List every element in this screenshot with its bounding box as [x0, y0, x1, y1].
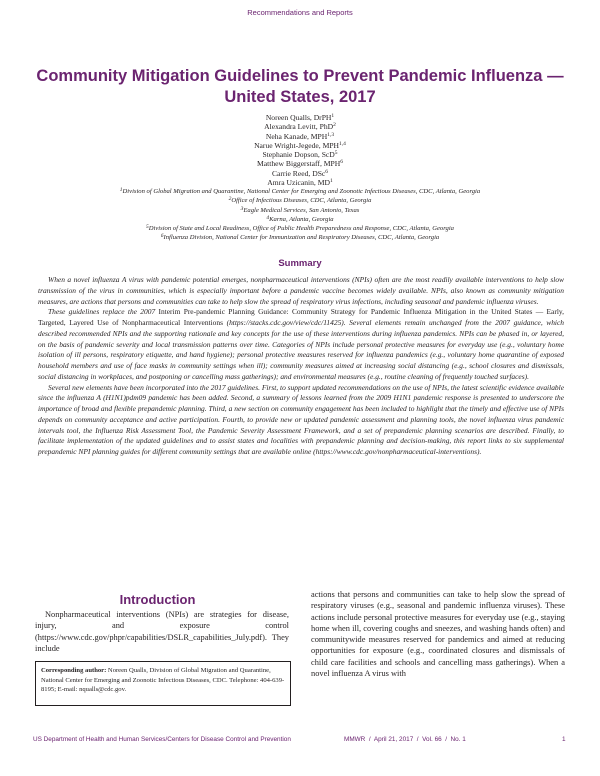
- introduction-left-column: Nonpharmaceutical interventions (NPIs) are strategies for disease, injury, and exposure control (https://www.cdc.gov/phpr/capabilities/DSLR_capabilities_July.pdf). They include: [35, 610, 289, 653]
- affiliation: $^2$Office of Infectious Diseases, CDC, Atlanta, Georgia: [228, 196, 372, 205]
- introduction-heading: Introduction: [119, 592, 196, 607]
- summary-paragraph: Several new elements have been incorporated into the 2017 guidelines. First, to support updated recommendations on the use of NPIs, the latest scientific evidence available since the influenza A (H1N1)pdm09 pandemic has been added. Second, a summary of lessons learned from the 2009 H1N1 pandemic response is presented to underscore the importance of broad and flexible prepandemic planning. Third, a new section on community engagement has been included to highlight that the timely and effective use of NPIs depends on community acceptance and active participation. Fourth, to provide new or updated pandemic assessment and planning tools, the novel influenza virus pandemic intervals tool, the Influenza Risk Assessment Tool, the Pandemic Severity Assessment Framework, and a set of prepandemic planning scenarios are described. Finally, to facilitate implementation of the updated guidelines and to assist states and localities with prepandemic planning and decision-making, this report links to six supplemental prepandemic NPI planning guides for different community settings that are available online (https://www.cdc.gov/nonpharmaceutical-interventions).: [38, 382, 564, 456]
- cited-document-title: Interim Pre-pandemic Planning Guidance: Community Strategy for Pandemic Influenza Mitigation in the United States — Early, Targeted, Layered Use of Nonpharmaceutical Interventions: [38, 307, 564, 327]
- author: Neha Kanade, MPH$^{1,3}$: [265, 131, 335, 141]
- page-footer: [0, 736, 600, 748]
- page-title: Community Mitigation Guidelines to Prevent Pandemic Influenza — United States, 2017: [36, 67, 564, 106]
- page-number: 1: [562, 736, 566, 743]
- footer-citation: MMWR / April 21, 2017 / Vol. 66 / No. 1: [344, 736, 466, 743]
- author: Noreen Qualls, DrPH$^1$: [265, 113, 335, 122]
- affiliation: $^1$Division of Global Migration and Quarantine, National Center for Emerging and Zoonotic Infectious Diseases, CDC, Atlanta, Georgia: [119, 187, 481, 195]
- summary-paragraph: When a novel influenza A virus with pandemic potential emerges, nonpharmaceutical interventions (NPIs) often are the most readily available interventions to help slow transmission of the virus in communities, which is especially important before a pandemic vaccine becomes widely available. NPIs, also known as community mitigation measures, are actions that persons and communities can take to help slow the spread of respiratory virus infections, including seasonal and pandemic influenza viruses.: [38, 275, 564, 306]
- affiliation: $^4$Karna, Atlanta, Georgia: [266, 214, 334, 223]
- author: Carrie Reed, DSc$^6$: [271, 168, 329, 178]
- affiliation: $^5$Division of State and Local Readiness, Office of Public Health Preparedness and Response, CDC, Atlanta, Georgia: [146, 224, 454, 233]
- summary-heading: Summary: [278, 258, 322, 269]
- author: Narue Wright-Jegede, MPH$^{1,4}$: [254, 140, 346, 150]
- author: Stephanie Dopson, ScD$^5$: [262, 150, 338, 160]
- summary-body: [38, 275, 564, 458]
- corresponding-author-box: [35, 661, 291, 706]
- author: Matthew Biggerstaff, MPH$^6$: [257, 159, 343, 169]
- affiliation-list: [0, 187, 600, 243]
- affiliation: $^3$Eagle Medical Services, San Antonio, Texas: [240, 205, 360, 214]
- author-list: [0, 113, 600, 187]
- introduction-right-column: actions that persons and communities can take to help slow the spread of respiratory viruses (e.g., seasonal and pandemic influenza viruses). These actions include personal protective measures for everyday use (e.g., staying home when ill, covering coughs and sneezes, and washing hands often) and communitywide measures reserved for pandemics and aimed at reducing opportunities for exposure (e.g., coordinated closures and dismissals of child care facilities and schools and cancelling mass gatherings). When a novel influenza A virus with: [311, 590, 565, 679]
- summary-paragraph: These guidelines replace the 2007 Interim Pre-pandemic Planning Guidance: Community Strategy for Pandemic Influenza Mitigation in the United States — Early, Targeted, Layered Use of Nonpharmaceutical Interventions (https://stacks.cdc.gov/view/cdc/11425). Several elements remain unchanged from the 2007 guidance, which described recommended NPIs and the supporting rationale and key concepts for the use of these interventions during influenza pandemics. NPIs can be phased in, or layered, on the basis of pandemic severity and local transmission patterns over time. Categories of NPIs include personal protective measures for everyday use (e.g., voluntary home isolation of ill persons, respiratory etiquette, and hand hygiene); personal protective measures reserved for influenza pandemics (e.g., voluntary home quarantine of exposed household members and use of face masks in community settings when ill); community measures aimed at increasing social distancing (e.g., school closures and dismissals, social distancing in workplaces, and postponing or cancelling mass gatherings); and environmental measures (e.g., routine cleaning of frequently touched surfaces).: [38, 307, 565, 381]
- affiliation: $^6$Influenza Division, National Center for Immunization and Respiratory Diseases, CDC, Atlanta, Georgia: [160, 233, 440, 242]
- running-head: Recommendations and Reports: [247, 8, 353, 17]
- author: Alexandra Levitt, PhD$^2$: [264, 122, 336, 132]
- corresponding-author-label: Corresponding author:: [41, 667, 107, 674]
- corresponding-author-text: Noreen Qualls, Division of Global Migration and Quarantine, National Center for Emerging and Zoonotic Infectious Diseases, CDC. Telephone: 404-639-8195; E-mail: nqualls@cdc.gov.: [41, 667, 285, 693]
- footer-agency: US Department of Health and Human Services/Centers for Disease Control and Prevention: [33, 736, 291, 743]
- author: Amra Uzicanin, $MD^1$: [267, 178, 333, 188]
